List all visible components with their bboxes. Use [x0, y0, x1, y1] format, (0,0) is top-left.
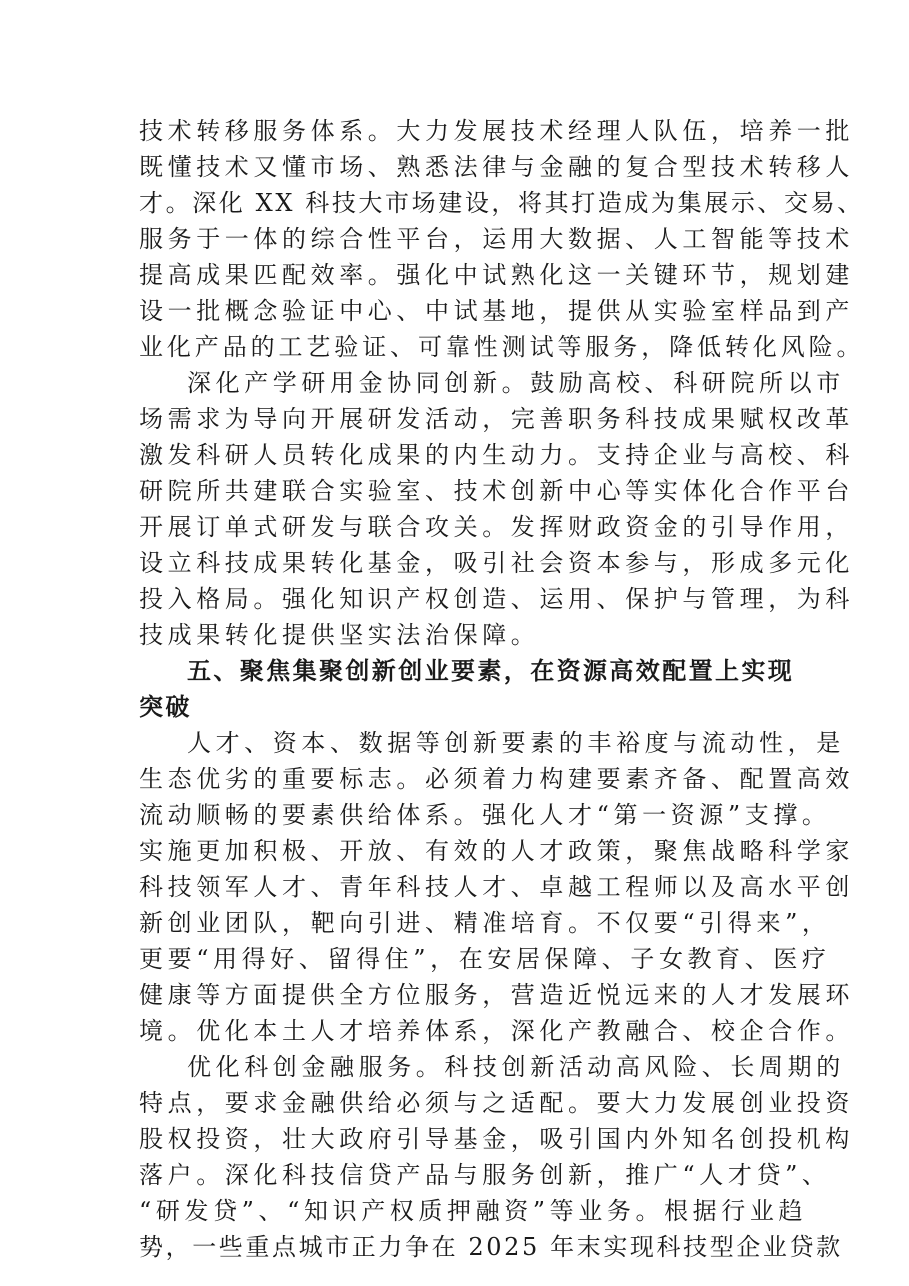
text-line: 服务于一体的综合性平台，运用大数据、人工智能等技术 — [139, 225, 854, 253]
section-heading: 五、聚焦集聚创新创业要素，在资源高效配置上实现 — [187, 657, 795, 685]
text-line: 更要“用得好、留得住”，在安居保障、子女教育、医疗 — [139, 945, 831, 973]
text-line: 技成果转化提供坚实法治保障。 — [139, 621, 540, 649]
paragraph-first-line: 人才、资本、数据等创新要素的丰裕度与流动性，是 — [187, 729, 845, 757]
text-line: 提高成果匹配效率。强化中试熟化这一关键环节，规划建 — [139, 261, 854, 289]
text-line: 落户。深化科技信贷产品与服务创新，推广“人才贷”、 — [139, 1161, 831, 1189]
text-line: 设立科技成果转化基金，吸引社会资本参与，形成多元化 — [139, 549, 854, 577]
text-line: 研院所共建联合实验室、技术创新中心等实体化合作平台 — [139, 477, 854, 505]
text-line: 才。深化 XX 科技大市场建设，将其打造成为集展示、交易、 — [139, 189, 864, 217]
text-line: 开展订单式研发与联合攻关。发挥财政资金的引导作用， — [139, 513, 854, 541]
paragraph-first-line: 优化科创金融服务。科技创新活动高风险、长周期的 — [187, 1053, 845, 1081]
text-line: “研发贷”、“知识产权质押融资”等业务。根据行业趋 — [139, 1197, 808, 1225]
text-line: 境。优化本土人才培养体系，深化产教融合、校企合作。 — [139, 1017, 854, 1045]
text-line: 既懂技术又懂市场、熟悉法律与金融的复合型技术转移人 — [139, 153, 854, 181]
text-line: 股权投资，壮大政府引导基金，吸引国内外知名创投机构 — [139, 1125, 854, 1153]
text-line: 投入格局。强化知识产权创造、运用、保护与管理，为科 — [139, 585, 854, 613]
text-line: 生态优劣的重要标志。必须着力构建要素齐备、配置高效 — [139, 765, 854, 793]
text-line: 设一批概念验证中心、中试基地，提供从实验室样品到产 — [139, 297, 854, 325]
text-line: 势，一些重点城市正力争在 2025 年末实现科技型企业贷款 — [139, 1233, 843, 1261]
text-line: 流动顺畅的要素供给体系。强化人才“第一资源”支撑。 — [139, 801, 831, 829]
text-line: 新创业团队，靶向引进、精准培育。不仅要“引得来”， — [139, 909, 831, 937]
text-line: 科技领军人才、青年科技人才、卓越工程师以及高水平创 — [139, 873, 854, 901]
paragraph-first-line: 深化产学研用金协同创新。鼓励高校、科研院所以市 — [187, 369, 845, 397]
text-line: 健康等方面提供全方位服务，营造近悦远来的人才发展环 — [139, 981, 854, 1009]
section-heading-continuation: 突破 — [139, 693, 192, 721]
text-line: 激发科研人员转化成果的内生动力。支持企业与高校、科 — [139, 441, 854, 469]
text-line: 技术转移服务体系。大力发展技术经理人队伍，培养一批 — [139, 117, 854, 145]
text-line: 特点，要求金融供给必须与之适配。要大力发展创业投资 — [139, 1089, 854, 1117]
text-line: 实施更加积极、开放、有效的人才政策，聚焦战略科学家 — [139, 837, 854, 865]
text-line: 业化产品的工艺验证、可靠性测试等服务，降低转化风险。 — [139, 333, 865, 361]
text-line: 场需求为导向开展研发活动，完善职务科技成果赋权改革 — [139, 405, 854, 433]
